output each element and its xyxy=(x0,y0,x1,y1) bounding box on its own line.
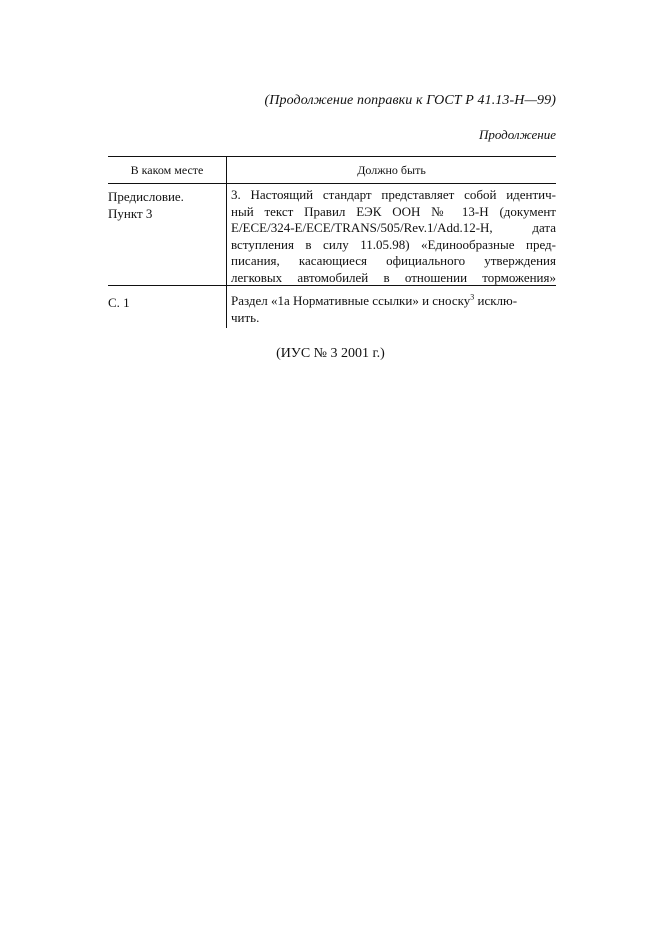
column-header-should-be: Должно быть xyxy=(357,163,426,177)
text-line xyxy=(231,293,556,310)
place-line: Пункт 3 xyxy=(108,205,153,221)
source-reference: (ИУС № 3 2001 г.) xyxy=(276,346,385,361)
column-header-place: В каком месте xyxy=(130,163,204,177)
text-line: писания, касающиеся официального утверждения xyxy=(231,253,556,269)
text-line: чить. xyxy=(231,309,260,325)
text-fragment: исклю- xyxy=(474,293,518,308)
text-line: ный текст Правил ЕЭК ООН № 13-Н (документ xyxy=(231,203,556,219)
table-row-1-text xyxy=(231,187,556,287)
place-line: Предисловие. xyxy=(108,189,184,204)
table-header-rule xyxy=(108,183,556,184)
table-column-rule xyxy=(226,156,227,328)
place-line: С. 1 xyxy=(108,295,130,310)
table-row-2-text xyxy=(231,293,556,326)
continuation-label: Продолжение xyxy=(478,127,556,142)
text-line: 3. Настоящий стандарт представляет собой идентич- xyxy=(231,187,556,202)
footnote-mark: 3 xyxy=(470,292,475,302)
text-line: вступления в силу 11.05.98) «Единообразные пред- xyxy=(231,236,556,252)
text-line: легковых автомобилей в отношении торможения» xyxy=(231,269,556,285)
table-row-2-place xyxy=(108,295,218,312)
table-row-1-place xyxy=(108,189,218,222)
text-fragment: Раздел «1а Нормативные ссылки» и сноску xyxy=(231,293,471,308)
table-top-rule xyxy=(108,156,556,157)
running-head: (Продолжение поправки к ГОСТ Р 41.13-Н—99) xyxy=(264,93,556,108)
text-line: E/ECE/324-E/ECE/TRANS/505/Rev.1/Add.12-Н, дата xyxy=(231,220,556,236)
